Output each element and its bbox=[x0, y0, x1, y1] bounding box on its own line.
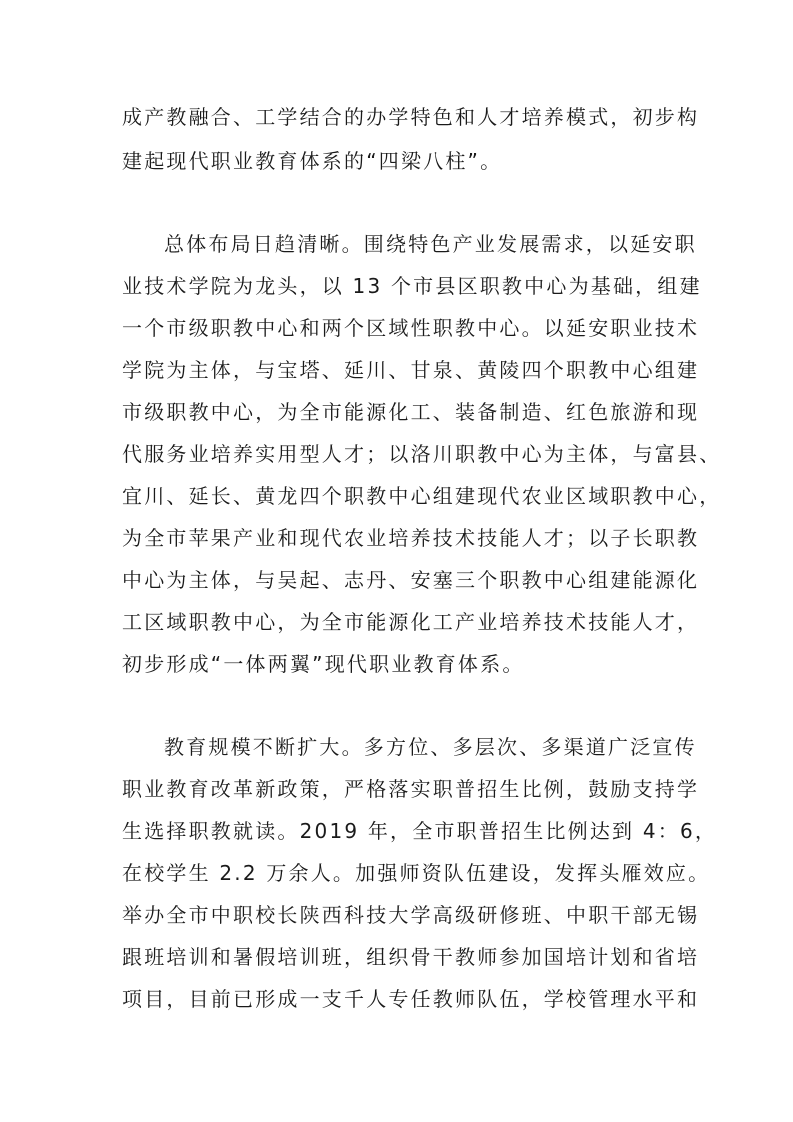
paragraph-3-line-2: 职业教育改革新政策，严格落实职普招生比例，鼓励支持学 bbox=[122, 777, 700, 801]
paragraph-2-line-11: 初步形成“一体两翼”现代职业教育体系。 bbox=[122, 652, 525, 676]
paragraph-3-line-1: 教育规模不断扩大。多方位、多层次、多渠道广泛宣传 bbox=[164, 735, 697, 759]
paragraph-2-line-8: 为全市苹果产业和现代农业培养技术技能人才；以子长职教 bbox=[122, 526, 700, 550]
paragraph-3-line-4: 在校学生 2.2 万余人。加强师资队伍建设，发挥头雁效应。 bbox=[122, 861, 711, 885]
paragraph-1-line-2: 建起现代职业教育体系的“四梁八柱”。 bbox=[122, 149, 503, 173]
paragraph-2-line-9: 中心为主体，与吴起、志丹、安塞三个职教中心组建能源化 bbox=[122, 568, 700, 592]
paragraph-2-line-5: 市级职教中心，为全市能源化工、装备制造、红色旅游和现 bbox=[122, 400, 700, 424]
paragraph-2-line-3: 一个市级职教中心和两个区域性职教中心。以延安职业技术 bbox=[122, 316, 700, 340]
paragraph-2-line-2: 业技术学院为龙头，以 13 个市县区职教中心为基础，组建 bbox=[122, 274, 702, 298]
paragraph-2-line-10: 工区域职教中心，为全市能源化工产业培养技术技能人才， bbox=[122, 610, 700, 634]
paragraph-2-line-7: 宜川、延长、黄龙四个职教中心组建现代农业区域职教中心， bbox=[122, 484, 722, 508]
paragraph-2-line-4: 学院为主体，与宝塔、延川、甘泉、黄陵四个职教中心组建 bbox=[122, 358, 700, 382]
paragraph-2-line-6: 代服务业培养实用型人才；以洛川职教中心为主体，与富县、 bbox=[122, 442, 722, 466]
paragraph-3-line-6: 跟班培训和暑假培训班，组织骨干教师参加国培计划和省培 bbox=[122, 945, 700, 969]
paragraph-3-line-3: 生选择职教就读。2019 年，全市职普招生比例达到 4：6， bbox=[122, 819, 718, 843]
paragraph-3-line-5: 举办全市中职校长陕西科技大学高级研修班、中职干部无锡 bbox=[122, 903, 700, 927]
paragraph-3-line-7: 项目，目前已形成一支千人专任教师队伍，学校管理水平和 bbox=[122, 987, 700, 1011]
paragraph-1-line-1: 成产教融合、工学结合的办学特色和人才培养模式，初步构 bbox=[122, 105, 700, 129]
paragraph-2-line-1: 总体布局日趋清晰。围绕特色产业发展需求，以延安职 bbox=[164, 232, 697, 256]
